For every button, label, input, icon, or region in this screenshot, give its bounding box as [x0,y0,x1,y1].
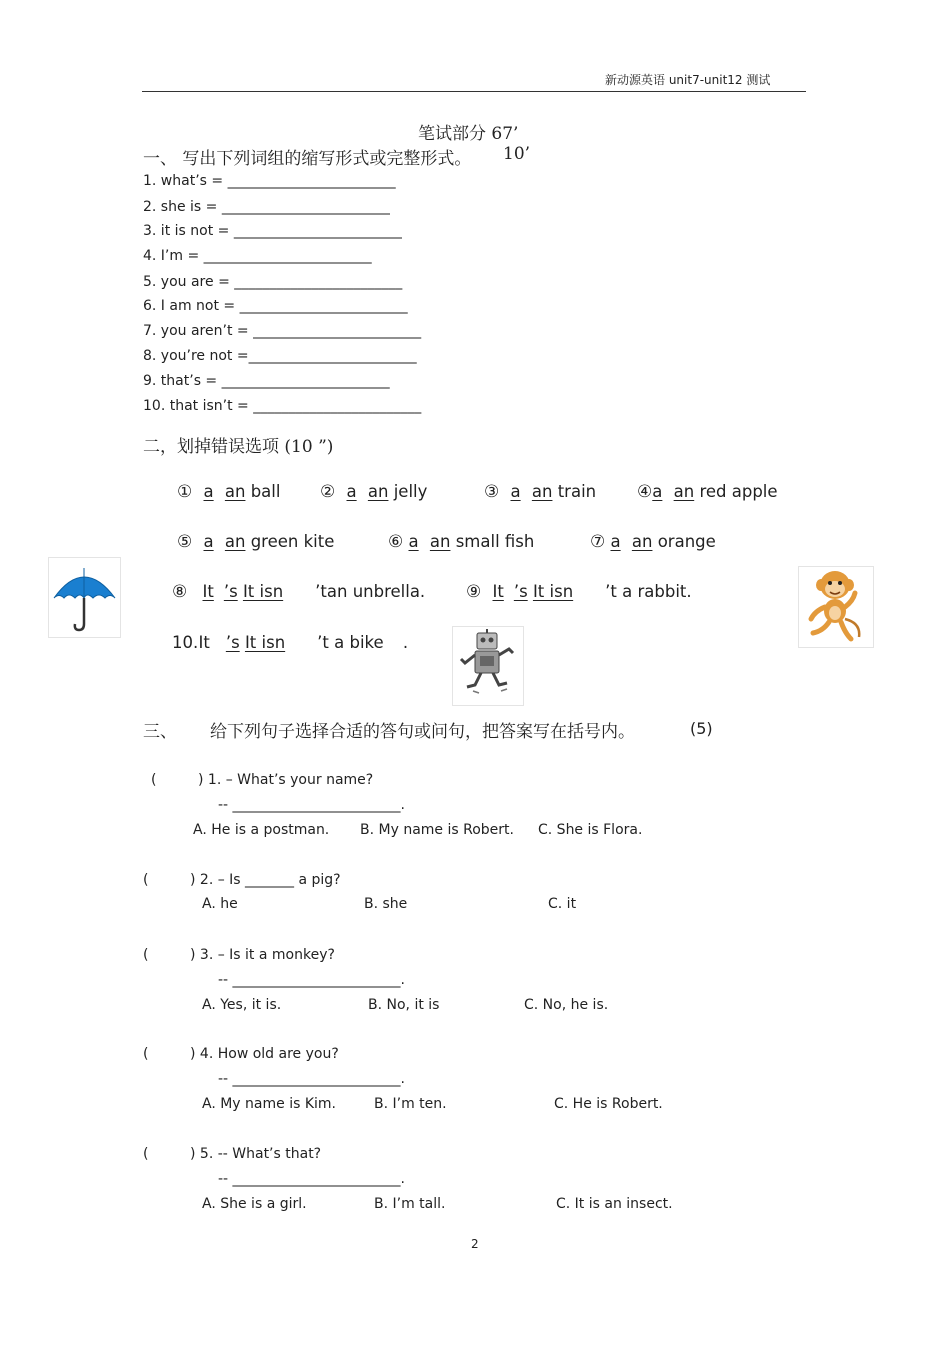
part1-item: 6. I am not = ________________________ [143,298,408,314]
choice-word: small fish [455,532,535,551]
item-marker: ④ [637,482,653,502]
blank-t: ’t [315,582,327,601]
answer-paren[interactable]: ( [143,947,149,963]
choice-a[interactable]: a [652,482,663,501]
item-marker: ③ [484,482,500,502]
question-text: ) 2. – Is _______ a pig? [190,872,341,888]
part1-score: 10’ [503,144,531,164]
option-a: A. She is a girl. [202,1196,307,1212]
choice-a[interactable]: a [610,532,621,551]
question-text: ) 4. How old are you? [190,1046,339,1062]
choice-an[interactable]: an [631,532,653,551]
answer-line: -- ________________________. [218,797,406,813]
item-marker: ⑥ [388,532,404,552]
part1-item: 2. she is = ________________________ [143,199,390,215]
part2-heading: 二，划掉错误选项 (10 ”) [143,437,334,457]
option-c: C. She is Flora. [538,822,643,838]
option-c: C. It is an insect. [556,1196,673,1212]
answer-line: -- ________________________. [218,1171,406,1187]
blank-it[interactable]: It [202,582,214,601]
choice-word: train [557,482,597,501]
part1-item: 4. I’m = ________________________ [143,248,372,264]
section-title: 笔试部分 67’ [418,124,519,144]
answer-line: -- ________________________. [218,1071,406,1087]
umbrella-image [48,557,121,638]
option-a: A. Yes, it is. [202,997,282,1013]
question-text: ) 1. – What’s your name? [198,772,374,788]
choice-word: ball [250,482,281,501]
item-marker: ② [320,482,336,502]
choice-a[interactable]: a [510,482,521,501]
answer-line: -- ________________________. [218,972,406,988]
sentence-item [172,633,408,652]
choice-an[interactable]: an [429,532,451,551]
blank-s[interactable]: ’s [513,582,528,601]
part1-heading: 一、 写出下列词组的缩写形式或完整形式。 [143,149,472,169]
robot-image [452,626,524,706]
option-b: B. My name is Robert. [360,822,514,838]
question-text: ) 5. -- What’s that? [190,1146,322,1162]
choice-an[interactable]: an [224,482,246,501]
blank-t: ’t [605,582,617,601]
choice-a[interactable]: a [346,482,357,501]
part3-heading: 给下列句子选择合适的答句或问句，把答案写在括号内。 [210,722,635,742]
option-c: C. it [548,896,577,912]
option-b: B. No, it is [368,997,440,1013]
monkey-icon [799,567,873,647]
header-rule [142,91,806,92]
blank-it: It [198,633,210,652]
blank-it[interactable]: It [492,582,504,601]
sentence-rest: an unbrella. [326,582,426,601]
blank-s[interactable]: ’s [223,582,238,601]
sentence-item [172,582,425,602]
item-marker: 10. [172,633,199,652]
blank-itisn[interactable]: It isn [244,633,286,652]
choice-an[interactable]: an [673,482,695,501]
choice-item [590,532,716,552]
choice-item [388,532,534,552]
part1-item: 10. that isn’t = ________________________ [143,398,422,414]
answer-paren[interactable]: ( [143,1046,149,1062]
item-marker: ⑤ [177,532,193,552]
choice-an[interactable]: an [224,532,246,551]
item-marker: ⑦ [590,532,606,552]
answer-paren[interactable]: ( [143,872,149,888]
blank-itisn[interactable]: It isn [242,582,284,601]
sentence-rest: a rabbit. [622,582,692,601]
part3-label: 三、 [143,722,177,742]
item-marker: ① [177,482,193,502]
sentence-rest: a bike [334,633,384,652]
choice-word: red apple [699,482,778,501]
page-number: 2 [471,1237,479,1251]
option-a: A. he [202,896,238,912]
question-text: ) 3. – Is it a monkey? [190,947,335,963]
part1-item: 7. you aren’t = ________________________ [143,323,422,339]
option-b: B. I’m ten. [374,1096,447,1112]
answer-paren[interactable]: ( [151,772,157,788]
blank-t: ’t [317,633,329,652]
choice-an[interactable]: an [531,482,553,501]
option-a: A. He is a postman. [193,822,330,838]
robot-icon [453,627,523,705]
item-marker: ⑨ [466,582,482,602]
answer-paren[interactable]: ( [143,1146,149,1162]
choice-word: jelly [393,482,428,501]
option-b: B. I’m tall. [374,1196,446,1212]
choice-item [637,482,778,502]
choice-item [177,532,334,552]
choice-a[interactable]: a [408,532,419,551]
blank-s[interactable]: ’s [225,633,240,652]
choice-an[interactable]: an [367,482,389,501]
option-c: C. No, he is. [524,997,609,1013]
umbrella-icon [49,558,120,637]
choice-item [484,482,596,502]
choice-item [320,482,427,502]
part1-item: 8. you’re not =________________________ [143,348,417,364]
choice-a[interactable]: a [203,482,214,501]
option-c: C. He is Robert. [554,1096,663,1112]
monkey-image [798,566,874,648]
page-header: 新动源英语 unit7-unit12 测试 [605,73,771,87]
part1-item: 9. that’s = ________________________ [143,373,390,389]
blank-itisn[interactable]: It isn [532,582,574,601]
choice-word: orange [657,532,716,551]
choice-a[interactable]: a [203,532,214,551]
sentence-end: . [402,633,409,652]
sentence-item [466,582,692,602]
item-marker: ⑧ [172,582,188,602]
part3-score: (5) [690,719,713,738]
option-b: B. she [364,896,408,912]
part1-item: 3. it is not = ________________________ [143,223,402,239]
part1-item: 1. what’s = ________________________ [143,173,396,189]
option-a: A. My name is Kim. [202,1096,336,1112]
part1-item: 5. you are = ________________________ [143,274,403,290]
choice-item [177,482,280,502]
choice-word: green kite [250,532,335,551]
